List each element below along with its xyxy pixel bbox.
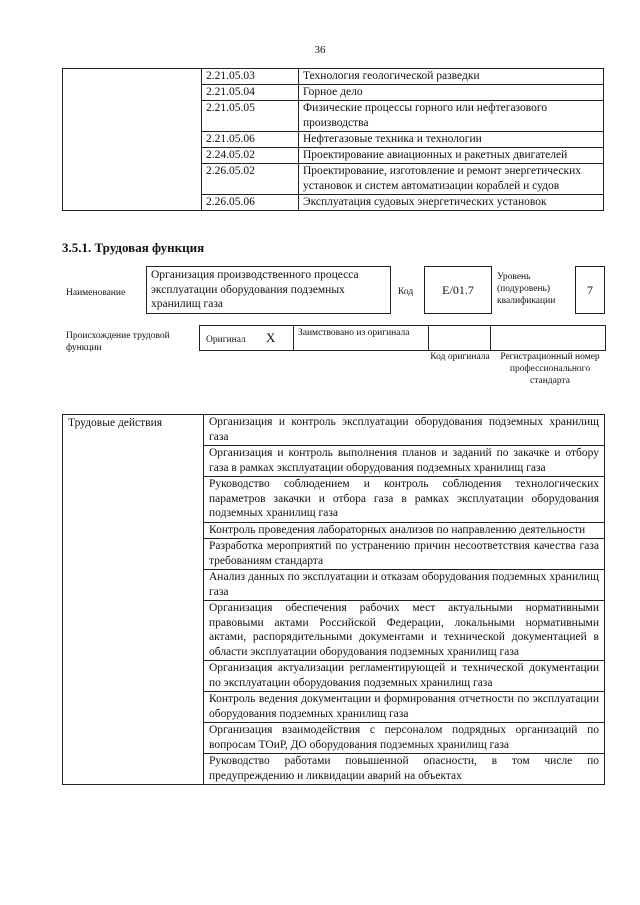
code-name-cell: Нефтегазовые техника и технологии	[299, 132, 604, 148]
function-name: Организация производственного процесса эксплуатации оборудования подземных хранилищ газа	[151, 269, 359, 310]
code-cell: 2.21.05.06	[202, 132, 299, 148]
labor-action-item: Организация обеспечения рабочих мест актуальными нормативными правовыми актами Российской Федерации, локальными нормативными актами, распорядительными документами и технической документацией в области эксплуатации оборудования подземных хранилищ газа	[204, 601, 605, 661]
borrowed-label: Заимствовано из оригинала	[298, 328, 410, 338]
code-label: Код	[398, 287, 414, 297]
education-codes-table	[62, 68, 604, 211]
code-cell: 2.26.05.06	[202, 195, 299, 211]
code-name-cell: Эксплуатация судовых энергетических установок	[299, 195, 604, 211]
labor-action-item: Организация и контроль эксплуатации оборудования подземных хранилищ газа	[204, 415, 605, 446]
labor-action-row	[63, 415, 605, 446]
function-name-box	[146, 266, 391, 314]
qualification-level: 7	[587, 283, 593, 297]
reg-number-caption: Регистрационный номер профессионального стандарта	[500, 352, 600, 386]
labor-action-item: Разработка мероприятий по устранению причин несоответствия качества газа требованиям стандарта	[204, 539, 605, 570]
level-label: Уровень (подуровень) квалификации	[497, 272, 556, 306]
labor-action-item: Организация актуализации регламентирующей и технической документации по эксплуатации оборудования подземных хранилищ газа	[204, 661, 605, 692]
labor-action-item: Руководство соблюдением и контроль соблюдения технологических параметров закачки и отбора газа в рамках эксплуатации оборудования подземных хранилищ газа	[204, 477, 605, 523]
origin-divider-1	[293, 325, 294, 351]
code-name-cell: Технология геологической разведки	[299, 69, 604, 85]
code-cell: 2.26.05.02	[202, 164, 299, 195]
section-title: 3.5.1. Трудовая функция	[62, 240, 205, 255]
origin-divider-3	[490, 325, 491, 351]
labor-action-item: Контроль ведения документации и формирования отчетности по эксплуатации оборудования подземных хранилищ газа	[204, 692, 605, 723]
labor-actions-table	[62, 414, 605, 785]
original-mark: X	[266, 330, 276, 345]
function-code-box	[424, 266, 492, 314]
code-cell: 2.21.05.03	[202, 69, 299, 85]
code-original-caption: Код оригинала	[430, 352, 490, 362]
code-name-cell: Проектирование, изготовление и ремонт энергетических установок и систем автоматизации кораблей и судов	[299, 164, 604, 195]
codes-row	[63, 69, 604, 85]
qualification-level-box	[575, 266, 605, 314]
page-number: 36	[314, 44, 326, 56]
code-cell: 2.21.05.04	[202, 85, 299, 101]
original-label: Оригинал	[206, 335, 246, 345]
labor-action-item: Организация и контроль выполнения планов и заданий по закачке и отбору газа в рамках эксплуатации оборудования подземных хранилищ газа	[204, 446, 605, 477]
labor-action-item: Руководство работами повышенной опасности, в том числе по предупреждению и ликвидации аварий на объектах	[204, 754, 605, 785]
name-label: Наименование	[66, 288, 126, 298]
labor-actions-header: Трудовые действия	[63, 415, 204, 785]
code-cell: 2.24.05.02	[202, 148, 299, 164]
labor-action-item: Анализ данных по эксплуатации и отказам оборудования подземных хранилищ газа	[204, 570, 605, 601]
origin-label: Происхождение трудовой функции	[66, 331, 170, 353]
code-name-cell: Горное дело	[299, 85, 604, 101]
code-name-cell: Физические процессы горного или нефтегазового производства	[299, 101, 604, 132]
code-name-cell: Проектирование авиационных и ракетных двигателей	[299, 148, 604, 164]
origin-divider-2	[428, 325, 429, 351]
labor-action-item: Контроль проведения лабораторных анализов по направлению деятельности	[204, 522, 605, 539]
code-cell: 2.21.05.05	[202, 101, 299, 132]
function-code: E/01.7	[442, 283, 474, 297]
labor-action-item: Организация взаимодействия с персоналом подрядных организаций по вопросам ТОиР, ДО оборудования подземных хранилищ газа	[204, 723, 605, 754]
codes-empty-cell	[63, 69, 202, 211]
